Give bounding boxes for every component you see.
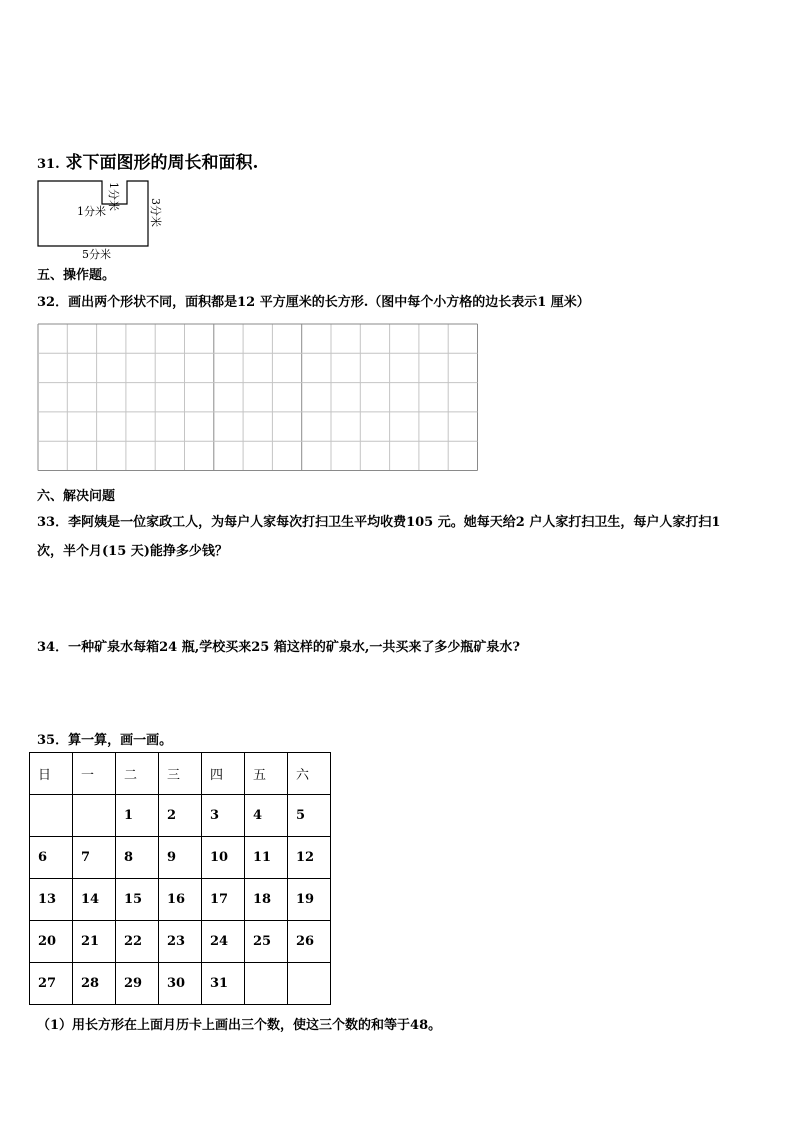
calendar-header-cell: 一 (73, 753, 116, 795)
calendar-day-cell (30, 795, 73, 837)
q35-title: 35．算一算，画一画。 (37, 733, 173, 748)
calendar-row (30, 837, 331, 879)
calendar-day-cell: 21 (73, 921, 116, 963)
calendar-day-cell (245, 963, 288, 1005)
q31-title: 求下面图形的周长和面积. (65, 153, 259, 173)
calendar-day-cell: 23 (159, 921, 202, 963)
calendar-day-cell: 7 (73, 837, 116, 879)
calendar-day-cell: 22 (116, 921, 159, 963)
calendar-header-cell: 二 (116, 753, 159, 795)
calendar-row (30, 879, 331, 921)
calendar-day-cell: 15 (116, 879, 159, 921)
calendar-day-cell: 9 (159, 837, 202, 879)
calendar-day-cell: 10 (202, 837, 245, 879)
calendar-day-cell: 27 (30, 963, 73, 1005)
calendar-day-cell: 30 (159, 963, 202, 1005)
calendar-day-cell: 25 (245, 921, 288, 963)
q31-label-notch-depth: 1分米 (107, 182, 120, 211)
calendar-day-cell: 5 (288, 795, 331, 837)
calendar-day-cell: 26 (288, 921, 331, 963)
calendar-header-cell: 四 (202, 753, 245, 795)
calendar-row (30, 921, 331, 963)
section5-title: 五、操作题。 (37, 268, 116, 283)
q32-text: 32．画出两个形状不同，面积都是12 平方厘米的长方形.（图中每个小方格的边长表示1 厘米） (37, 295, 590, 310)
calendar-row (30, 795, 331, 837)
q31-label-notch-width: 1分米 (77, 205, 106, 218)
q31-figure (30, 176, 180, 262)
calendar-day-cell: 18 (245, 879, 288, 921)
calendar-day-cell: 19 (288, 879, 331, 921)
q31-heading (37, 148, 258, 173)
calendar-header-cell: 日 (30, 753, 73, 795)
q33-line2: 次，半个月(15 天)能挣多少钱？ (37, 544, 228, 559)
calendar-day-cell: 31 (202, 963, 245, 1005)
q35-sub1: （1）用长方形在上面月历卡上画出三个数，使这三个数的和等于48。 (37, 1018, 442, 1033)
q31-number: 31. (37, 157, 60, 172)
calendar-header-cell: 六 (288, 753, 331, 795)
calendar-day-cell: 2 (159, 795, 202, 837)
q31-label-width: 5分米 (82, 248, 111, 261)
calendar-day-cell (73, 795, 116, 837)
calendar-day-cell: 24 (202, 921, 245, 963)
calendar-header-cell: 五 (245, 753, 288, 795)
calendar-row (30, 963, 331, 1005)
calendar-day-cell: 16 (159, 879, 202, 921)
calendar-header-cell: 三 (159, 753, 202, 795)
section6-title: 六、解决问题 (37, 489, 116, 504)
calendar-day-cell: 3 (202, 795, 245, 837)
calendar-header-row (30, 753, 331, 795)
calendar-day-cell: 6 (30, 837, 73, 879)
calendar-day-cell: 1 (116, 795, 159, 837)
calendar-day-cell (288, 963, 331, 1005)
calendar-table (29, 752, 331, 1005)
calendar-day-cell: 4 (245, 795, 288, 837)
q33-line1: 33．李阿姨是一位家政工人，为每户人家每次打扫卫生平均收费105 元。她每天给2 户人家打扫卫生，每户人家打扫1 (37, 515, 721, 530)
calendar-day-cell: 12 (288, 837, 331, 879)
calendar-day-cell: 14 (73, 879, 116, 921)
calendar-day-cell: 28 (73, 963, 116, 1005)
q32-grid (37, 322, 481, 472)
calendar-day-cell: 13 (30, 879, 73, 921)
q34-text: 34．一种矿泉水每箱24 瓶,学校买来25 箱这样的矿泉水,一共买来了多少瓶矿泉水? (37, 640, 520, 655)
calendar-day-cell: 8 (116, 837, 159, 879)
q31-label-height: 3分米 (149, 198, 162, 227)
calendar-day-cell: 11 (245, 837, 288, 879)
calendar-day-cell: 29 (116, 963, 159, 1005)
calendar-day-cell: 17 (202, 879, 245, 921)
calendar-day-cell: 20 (30, 921, 73, 963)
